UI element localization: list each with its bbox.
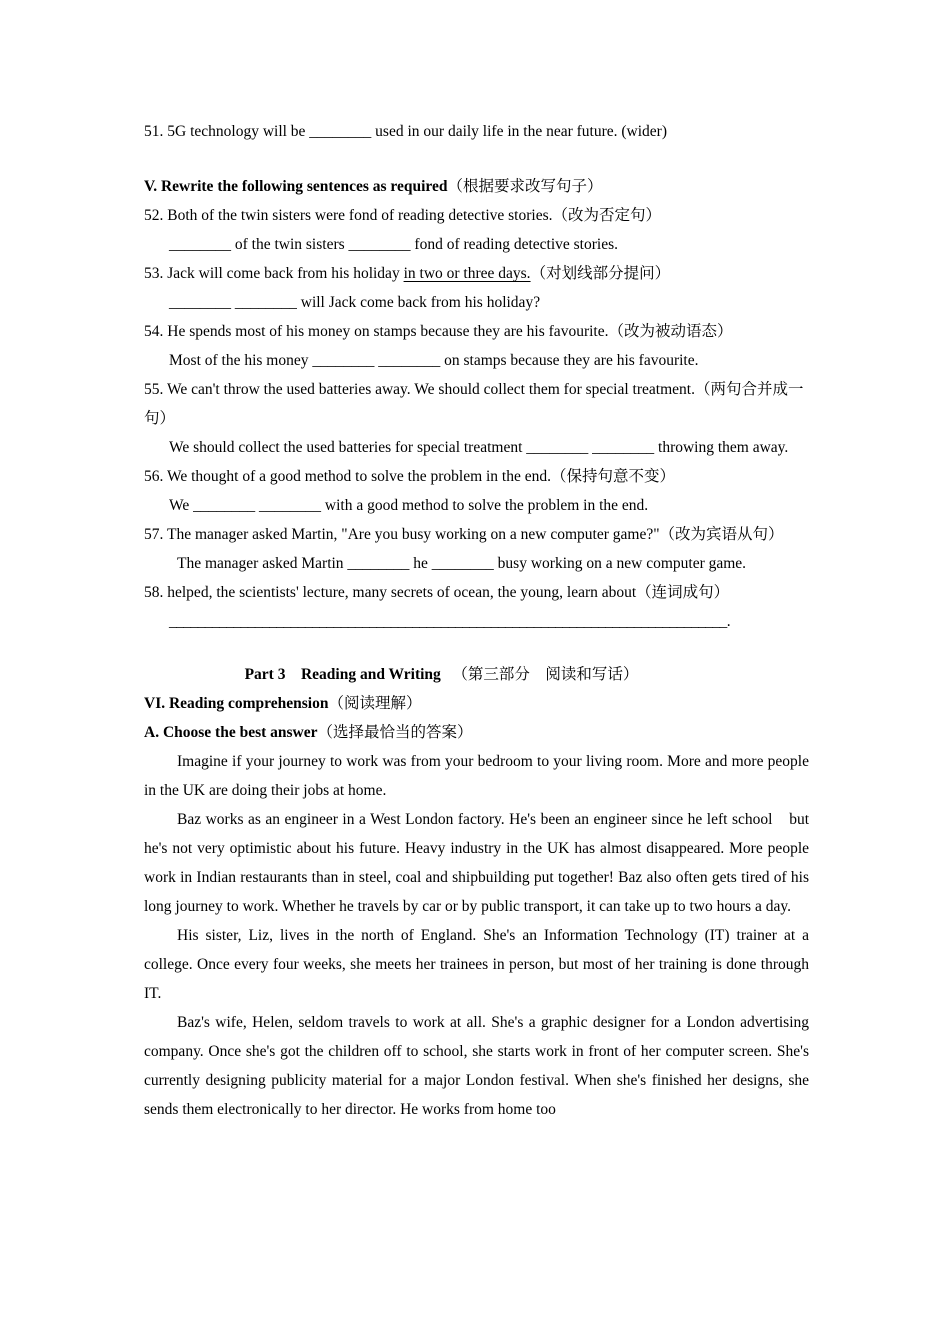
answer-58: [144, 607, 809, 636]
section-5-title-cn: （根据要求改写句子）: [447, 178, 603, 195]
section-6-heading: [144, 689, 809, 718]
answer-58-line: ______________________________________________________________________________.: [169, 613, 730, 630]
question-55: 55. We can't throw the used batteries away. We should collect them for special treatment.（两句合并成一句）: [144, 381, 804, 427]
part-3-label: Part 3: [244, 666, 286, 683]
question-53-text: 53. Jack will come back from his holiday: [144, 265, 404, 282]
answer-54: Most of the his money ________ ________ on stamps because they are his favourite.: [169, 352, 699, 369]
question-51: 51. 5G technology will be ________ used in our daily life in the near future. (wider): [144, 123, 667, 140]
answer-52: ________ of the twin sisters ________ fond of reading detective stories.: [169, 236, 618, 253]
part-3-title: Reading and Writing: [300, 666, 441, 683]
section-a-title: A. Choose the best answer: [144, 724, 318, 741]
question-53-instruction: （对划线部分提问）: [530, 265, 671, 282]
section-a-heading: [144, 718, 809, 747]
section-5-heading: [144, 172, 809, 201]
question-56: 56. We thought of a good method to solve the problem in the end.（保持句意不变）: [144, 468, 675, 485]
section-6-title: VI. Reading comprehension: [144, 695, 329, 712]
question-53-underlined: in two or three days.: [403, 265, 531, 282]
question-53: [144, 259, 809, 288]
answer-57: The manager asked Martin ________ he ________ busy working on a new computer game.: [177, 555, 747, 572]
section-a-title-cn: （选择最恰当的答案）: [317, 724, 473, 741]
answer-53: ________ ________ will Jack come back from his holiday?: [169, 294, 541, 311]
question-52: 52. Both of the twin sisters were fond of reading detective stories.（改为否定句）: [144, 207, 661, 224]
passage-paragraph-2: Baz works as an engineer in a West London factory. He's been an engineer since he left school but he's not very optimistic about his future. Heavy industry in the UK has almost disappeared. More people work in Indian restaurants than in steel, coal and shipbuilding put together! Baz also often gets tired of his long journey to work. Whether he travels by car or by public transport, it can take up to two hours a day.: [144, 811, 809, 915]
part-3-title-cn: （第三部分 阅读和写话）: [452, 666, 639, 683]
question-58: 58. helped, the scientists' lecture, many secrets of ocean, the young, learn about（连词成句）: [144, 584, 730, 601]
answer-56: We ________ ________ with a good method to solve the problem in the end.: [169, 497, 649, 514]
question-57: 57. The manager asked Martin, "Are you busy working on a new computer game?"（改为宾语从句）: [144, 526, 784, 543]
answer-55: We should collect the used batteries for special treatment ________ ________ throwing them away.: [169, 439, 789, 456]
part-3-heading: [144, 660, 809, 689]
passage-paragraph-4: Baz's wife, Helen, seldom travels to work at all. She's a graphic designer for a London advertising company. Once she's got the children off to school, she starts work in front of her computer screen. She's currently designing publicity material for a major London festival. When she's finished her designs, she sends them electronically to her director. He works from home too: [144, 1014, 809, 1118]
passage-paragraph-3: His sister, Liz, lives in the north of England. She's an Information Technology (IT) trainer at a college. Once every four weeks, she meets her trainees in person, but most of her training is done through IT.: [144, 927, 809, 1002]
section-5-title: V. Rewrite the following sentences as required: [144, 178, 448, 195]
passage-paragraph-1: Imagine if your journey to work was from your bedroom to your living room. More and more people in the UK are doing their jobs at home.: [144, 753, 809, 799]
section-6-title-cn: （阅读理解）: [328, 695, 422, 712]
worksheet-content: [144, 117, 809, 1124]
question-54: 54. He spends most of his money on stamps because they are his favourite.（改为被动语态）: [144, 323, 733, 340]
